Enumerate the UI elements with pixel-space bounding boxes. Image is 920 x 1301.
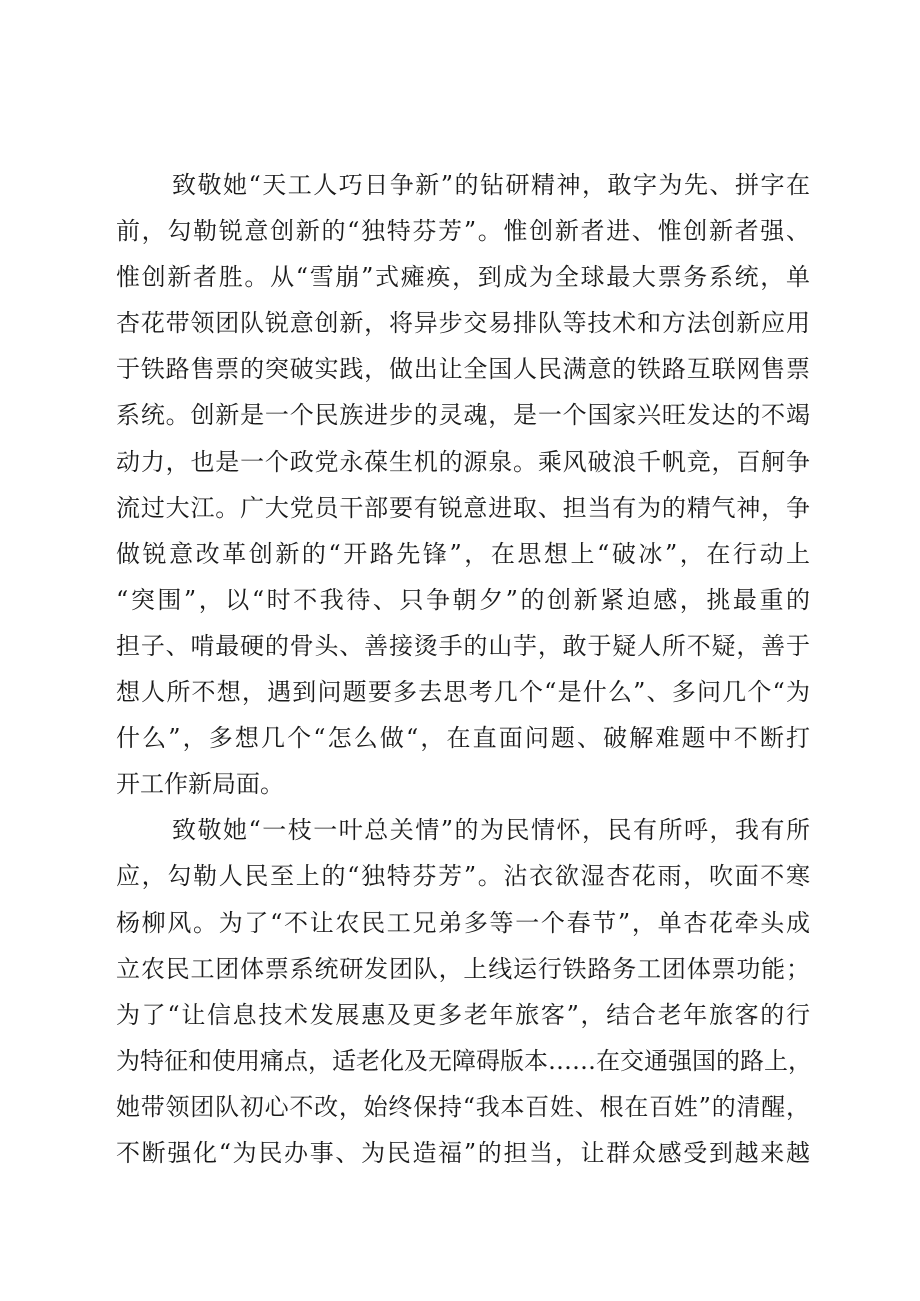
paragraph-line: “突围”，以“时不我待、只争朝夕”的创新紧迫感，挑最重的 (116, 585, 810, 614)
paragraph-line: 应，勾勒人民至上的“独特芬芳”。沾衣欲湿杏花雨，吹面不寒 (116, 862, 810, 891)
paragraph-1 (116, 162, 810, 807)
paragraph-line: 开工作新局面。 (116, 770, 284, 799)
paragraph-line: 系统。创新是一个民族进步的灵魂，是一个国家兴旺发达的不竭 (116, 401, 810, 430)
paragraph-line: 于铁路售票的突破实践，做出让全国人民满意的铁路互联网售票 (116, 355, 810, 384)
paragraph-line: 担子、啃最硬的骨头、善接烫手的山芋，敢于疑人所不疑，善于 (116, 631, 810, 660)
paragraph-line: 流过大江。广大党员干部要有锐意进取、担当有为的精气神，争 (116, 493, 810, 522)
paragraph-line: 为特征和使用痛点，适老化及无障碍版本……在交通强国的路上， (116, 1046, 812, 1075)
paragraph-line: 杏花带领团队锐意创新，将异步交易排队等技术和方法创新应用 (116, 309, 810, 338)
paragraph-line: 她带领团队初心不改，始终保持“我本百姓、根在百姓”的清醒， (116, 1092, 810, 1121)
paragraph-2 (116, 807, 810, 1176)
paragraph-line: 什么”，多想几个“怎么做“，在直面问题、破解难题中不断打 (116, 724, 810, 753)
paragraph-line: 为了“让信息技术发展惠及更多老年旅客”，结合老年旅客的行 (116, 1000, 810, 1029)
paragraph-line: 致敬她“一枝一叶总关情”的为民情怀，民有所呼，我有所 (172, 816, 810, 845)
paragraph-line: 不断强化“为民办事、为民造福”的担当，让群众感受到越来越 (116, 1138, 810, 1167)
paragraph-line: 想人所不想，遇到问题要多去思考几个“是什么”、多问几个“为 (116, 678, 810, 707)
paragraph-line: 动力，也是一个政党永葆生机的源泉。乘风破浪千帆竞，百舸争 (116, 447, 810, 476)
paragraph-line: 惟创新者胜。从“雪崩”式瘫痪，到成为全球最大票务系统，单 (116, 263, 810, 292)
paragraph-line: 立农民工团体票系统研发团队，上线运行铁路务工团体票功能； (116, 954, 810, 983)
paragraph-line: 杨柳风。为了“不让农民工兄弟多等一个春节”，单杏花牵头成 (116, 908, 810, 937)
body-text (116, 162, 810, 1176)
paragraph-line: 致敬她“天工人巧日争新”的钻研精神，敢字为先、拼字在 (172, 171, 810, 199)
paragraph-line: 做锐意改革创新的“开路先锋”，在思想上“破冰”，在行动上 (116, 539, 810, 568)
paragraph-line: 前，勾勒锐意创新的“独特芬芳”。惟创新者进、惟创新者强、 (116, 217, 810, 246)
